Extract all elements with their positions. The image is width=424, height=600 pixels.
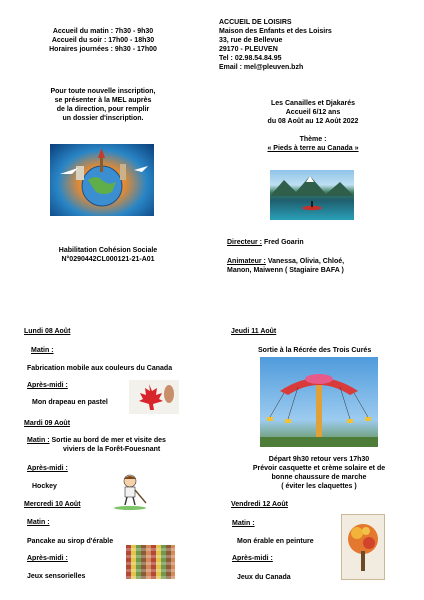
habilitation-block	[28, 246, 188, 264]
contact-title: ACCUEIL DE LOISIRS	[219, 19, 292, 26]
swing-carousel-icon	[260, 357, 378, 447]
morning-hours: Accueil du matin : 7h30 - 9h30	[52, 28, 154, 35]
animators-names: Vanessa, Olivia, Chloé,	[265, 258, 345, 265]
animators-block	[227, 257, 417, 275]
activity-text: Sortie au bord de mer et visite des	[49, 437, 166, 444]
day-hours: Horaires journées : 9h30 - 17h00	[49, 46, 157, 53]
activity-text: Pancake au sirop d'érable	[27, 538, 114, 545]
maple-leaf-icon	[129, 380, 179, 414]
canada-lake-image	[270, 170, 354, 220]
activity-text: Jeux du Canada	[237, 574, 291, 581]
evening-hours: Accueil du soir : 17h00 - 18h30	[51, 37, 155, 44]
inscription-line: se présenter à la MEL auprès	[54, 97, 152, 104]
activity-text: Fabrication mobile aux couleurs du Canada	[27, 365, 173, 372]
contact-email: Email : mel@pleuven.bzh	[219, 64, 304, 71]
contact-block	[219, 18, 409, 72]
mountain-lake-icon	[270, 170, 354, 220]
director-label: Directeur :	[227, 239, 263, 246]
inscription-block	[28, 87, 178, 123]
afternoon-label: Après-midi :	[27, 382, 68, 389]
schedule-note: Départ 9h30 retour vers 17h30	[268, 456, 370, 463]
morning-label: Matin :	[31, 347, 54, 354]
activity-text: Sortie à la Récrée des Trois Curés	[258, 347, 372, 354]
activity-text: Jeux sensorielles	[27, 573, 86, 580]
maple-tree-painting-image	[341, 514, 385, 580]
theme-label: Thème :	[299, 136, 327, 143]
hockey-boy-image	[108, 471, 152, 511]
afternoon-label: Après-midi :	[232, 555, 273, 562]
maple-leaf-image	[129, 380, 179, 414]
travel-globe-image	[50, 144, 154, 216]
carousel-ride-image	[260, 357, 378, 447]
hockey-player-icon	[108, 471, 152, 511]
day-title-thursday: Jeudi 11 Août	[231, 328, 277, 335]
tuesday-morning	[27, 436, 207, 454]
afternoon-label: Après-midi :	[27, 555, 68, 562]
morning-label: Matin :	[27, 519, 50, 526]
contact-line: 29170 - PLEUVEN	[219, 46, 278, 53]
habilitation-number: N°0290442CL000121-21-A01	[61, 256, 155, 263]
sensory-game-image	[126, 545, 175, 579]
contact-line: Maison des Enfants et des Loisirs	[219, 28, 332, 35]
day-title-monday: Lundi 08 Août	[24, 328, 71, 335]
activity-text: Mon drapeau en pastel	[32, 399, 108, 406]
animators-label: Animateur :	[227, 258, 266, 265]
activity-text: viviers de la Forêt-Fouesnant	[63, 446, 161, 453]
inscription-line: de la direction, pour remplir	[56, 106, 150, 113]
program-dates: du 08 Août au 12 Août 2022	[267, 118, 359, 125]
theme-value: « Pieds à terre au Canada »	[267, 145, 359, 152]
director-line	[227, 238, 417, 247]
program-name: Les Canailles et Djakarés	[270, 100, 356, 107]
hours-block	[28, 27, 178, 54]
day-title-friday: Vendredi 12 Août	[231, 501, 288, 508]
globe-icon	[50, 144, 154, 216]
advice-note: bonne chaussure de marche	[271, 474, 367, 481]
afternoon-label: Après-midi :	[27, 465, 68, 472]
habilitation-title: Habilitation Cohésion Sociale	[58, 247, 158, 254]
painted-tree-icon	[342, 515, 384, 579]
animators-names-2: Manon, Maiwenn ( Stagiaire BAFA )	[227, 267, 344, 274]
director-name: Fred Goarin	[262, 239, 304, 246]
morning-label: Matin :	[27, 437, 50, 444]
activity-text: Mon érable en peinture	[237, 538, 314, 545]
advice-note: Prévoir casquette et crème solaire et de	[252, 465, 386, 472]
thursday-notes	[232, 455, 406, 491]
contact-phone: Tel : 02.98.54.84.95	[219, 55, 282, 62]
contact-line: 33, rue de Bellevue	[219, 37, 283, 44]
inscription-line: un dossier d'inscription.	[62, 115, 144, 122]
day-title-wednesday: Mercredi 10 Août	[24, 501, 81, 508]
day-title-tuesday: Mardi 09 Août	[24, 420, 71, 427]
inscription-line: Pour toute nouvelle inscription,	[50, 88, 156, 95]
morning-label: Matin :	[232, 520, 255, 527]
program-age: Accueil 6/12 ans	[285, 109, 341, 116]
activity-text: Hockey	[32, 483, 57, 490]
program-block	[230, 99, 396, 153]
advice-note: ( éviter les claquettes )	[281, 483, 357, 490]
